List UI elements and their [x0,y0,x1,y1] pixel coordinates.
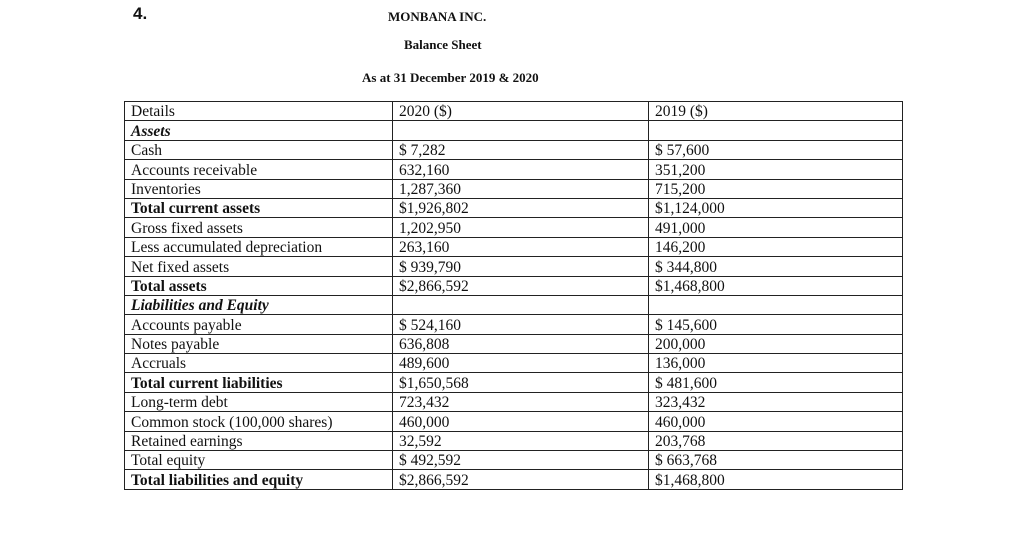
value-2019: $ 145,600 [649,315,903,334]
value-2020: $ 939,790 [393,257,649,276]
company-name: MONBANA INC. [388,9,487,24]
value-2020: 460,000 [393,412,649,431]
row-label: Total assets [125,276,393,295]
row-label: Total liabilities and equity [125,470,393,489]
row-label: Cash [125,140,393,159]
row-label: Accruals [125,354,393,373]
value-2020: $ 524,160 [393,315,649,334]
value-2019: $1,468,800 [649,276,903,295]
value-2019: $ 663,768 [649,451,903,470]
value-2020: $2,866,592 [393,276,649,295]
row-label: Accounts payable [125,315,393,334]
value-2019: 715,200 [649,179,903,198]
table-row [125,160,903,179]
value-2019: 146,200 [649,237,903,256]
value-2019: 491,000 [649,218,903,237]
section-row-liabilities-equity [125,295,903,314]
header-details: Details [125,102,393,121]
row-label: Gross fixed assets [125,218,393,237]
row-label: Less accumulated depreciation [125,237,393,256]
value-2020: $ 492,592 [393,451,649,470]
value-2019: 460,000 [649,412,903,431]
value-2020: $2,866,592 [393,470,649,489]
section-label: Liabilities and Equity [125,295,393,314]
row-label: Total equity [125,451,393,470]
value-2020: 1,287,360 [393,179,649,198]
empty-cell [649,295,903,314]
row-label: Retained earnings [125,431,393,450]
value-2020: 489,600 [393,354,649,373]
value-2019: 203,768 [649,431,903,450]
table-row-total [125,373,903,392]
table-row [125,431,903,450]
header-2020: 2020 ($) [393,102,649,121]
value-2020: $1,926,802 [393,198,649,217]
value-2020: 632,160 [393,160,649,179]
value-2019: $ 481,600 [649,373,903,392]
table-row-total [125,276,903,295]
row-label: Total current liabilities [125,373,393,392]
row-label: Total current assets [125,198,393,217]
balance-sheet-table [124,101,903,490]
empty-cell [393,295,649,314]
table-row [125,140,903,159]
table-row [125,334,903,353]
value-2020: 263,160 [393,237,649,256]
value-2019: $1,124,000 [649,198,903,217]
table-row [125,315,903,334]
value-2020: $1,650,568 [393,373,649,392]
empty-cell [393,121,649,140]
table-row-total [125,470,903,489]
row-label: Common stock (100,000 shares) [125,412,393,431]
table-row-total [125,198,903,217]
value-2019: 323,432 [649,392,903,411]
value-2019: $1,468,800 [649,470,903,489]
value-2020: 32,592 [393,431,649,450]
header-row [125,102,903,121]
empty-cell [649,121,903,140]
row-label: Net fixed assets [125,257,393,276]
value-2020: 723,432 [393,392,649,411]
table-row [125,257,903,276]
table-row [125,451,903,470]
table-row [125,179,903,198]
value-2019: 351,200 [649,160,903,179]
question-number: 4. [133,4,148,23]
value-2019: 136,000 [649,354,903,373]
value-2019: 200,000 [649,334,903,353]
header-2019: 2019 ($) [649,102,903,121]
value-2020: $ 7,282 [393,140,649,159]
table-row [125,392,903,411]
table-row [125,237,903,256]
row-label: Accounts receivable [125,160,393,179]
value-2020: 1,202,950 [393,218,649,237]
table-row [125,412,903,431]
row-label: Long-term debt [125,392,393,411]
value-2019: $ 344,800 [649,257,903,276]
value-2020: 636,808 [393,334,649,353]
section-label: Assets [125,121,393,140]
table-row [125,218,903,237]
statement-title: Balance Sheet [404,37,482,52]
row-label: Inventories [125,179,393,198]
table-row [125,354,903,373]
section-row-assets [125,121,903,140]
row-label: Notes payable [125,334,393,353]
statement-period: As at 31 December 2019 & 2020 [362,70,539,85]
value-2019: $ 57,600 [649,140,903,159]
